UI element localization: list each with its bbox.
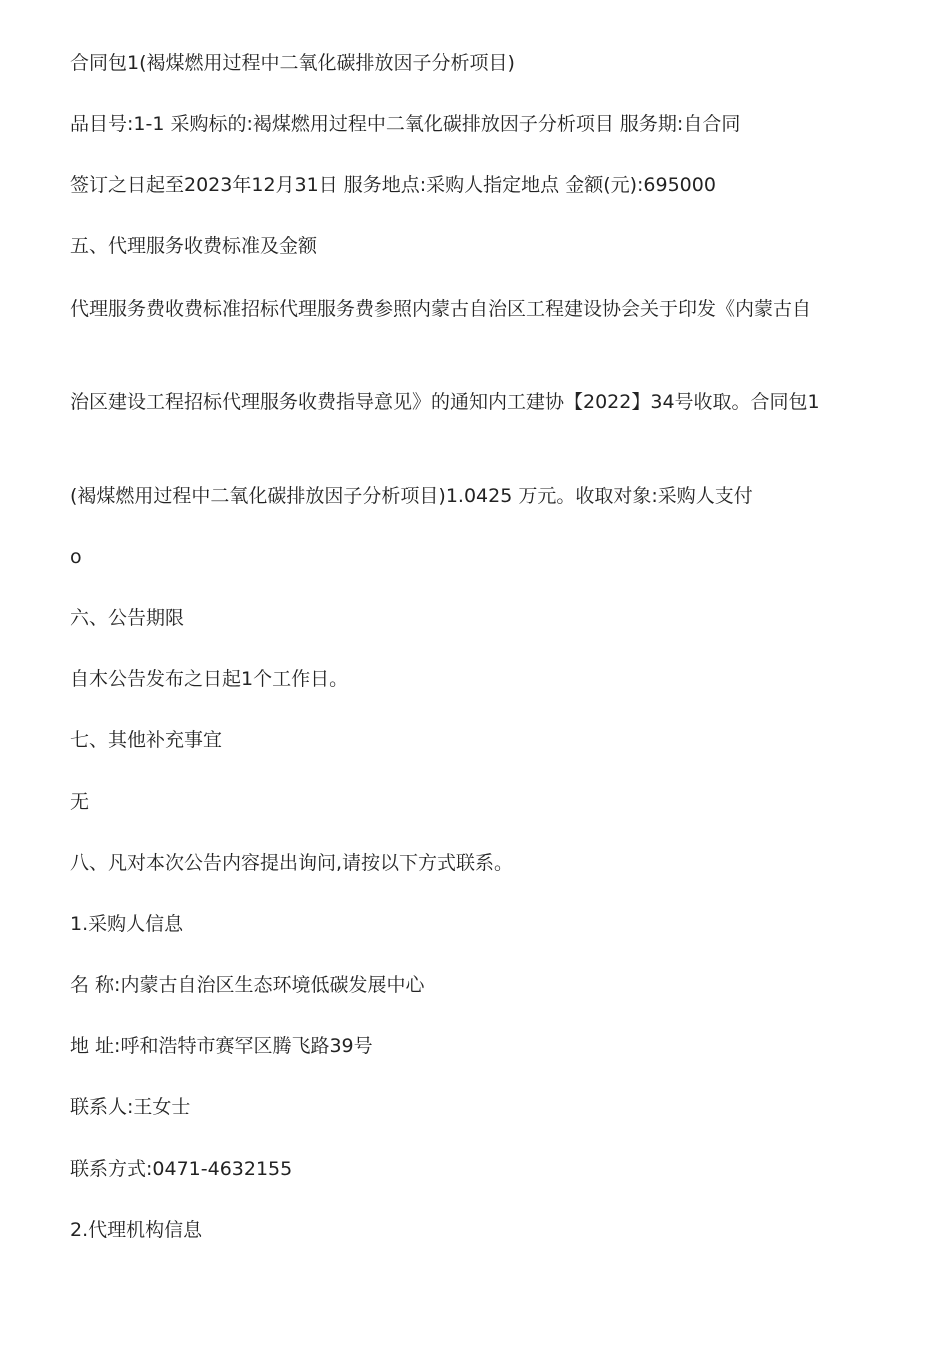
fee-standard-paragraph-2: 治区建设工程招标代理服务收费指导意见》的通知内工建协【2022】34号收取。合同包1: [70, 391, 820, 413]
section-heading-contact: 八、凡对本次公告内容提出询问,请按以下方式联系。: [70, 852, 514, 874]
purchaser-phone: 联系方式:0471-4632155: [70, 1158, 293, 1180]
section-heading-fee: 五、代理服务收费标准及金额: [70, 235, 318, 257]
fee-standard-paragraph-1: 代理服务费收费标准招标代理服务费参照内蒙古自治区工程建设协会关于印发《内蒙古自: [70, 298, 812, 320]
other-matters-text: 无: [70, 791, 90, 813]
service-period-line: 签订之日起至2023年12月31日 服务地点:采购人指定地点 金额(元):695000: [70, 174, 716, 196]
announcement-period-text: 自木公告发布之日起1个工作日。: [70, 668, 349, 690]
purchaser-address: 地 址:呼和浩特市赛罕区腾飞路39号: [70, 1035, 373, 1057]
contract-package-title: 合同包1(褐煤燃用过程中二氧化碳排放因子分析项目): [70, 52, 515, 74]
purchaser-contact-person: 联系人:王女士: [70, 1096, 191, 1118]
purchaser-info-heading: 1.采购人信息: [70, 913, 184, 935]
fee-amount-line: (褐煤燃用过程中二氧化碳排放因子分析项目)1.0425 万元。收取对象:采购人支付: [70, 485, 753, 507]
fee-line-end: o: [70, 546, 82, 568]
agency-info-heading: 2.代理机构信息: [70, 1219, 203, 1241]
item-number-line: 品目号:1-1 采购标的:褐煤燃用过程中二氧化碳排放因子分析项目 服务期:自合同: [70, 113, 741, 135]
section-heading-other: 七、其他补充事宜: [70, 729, 223, 751]
section-heading-period: 六、公告期限: [70, 607, 185, 629]
purchaser-name: 名 称:内蒙古自治区生态环境低碳发展中心: [70, 974, 425, 996]
